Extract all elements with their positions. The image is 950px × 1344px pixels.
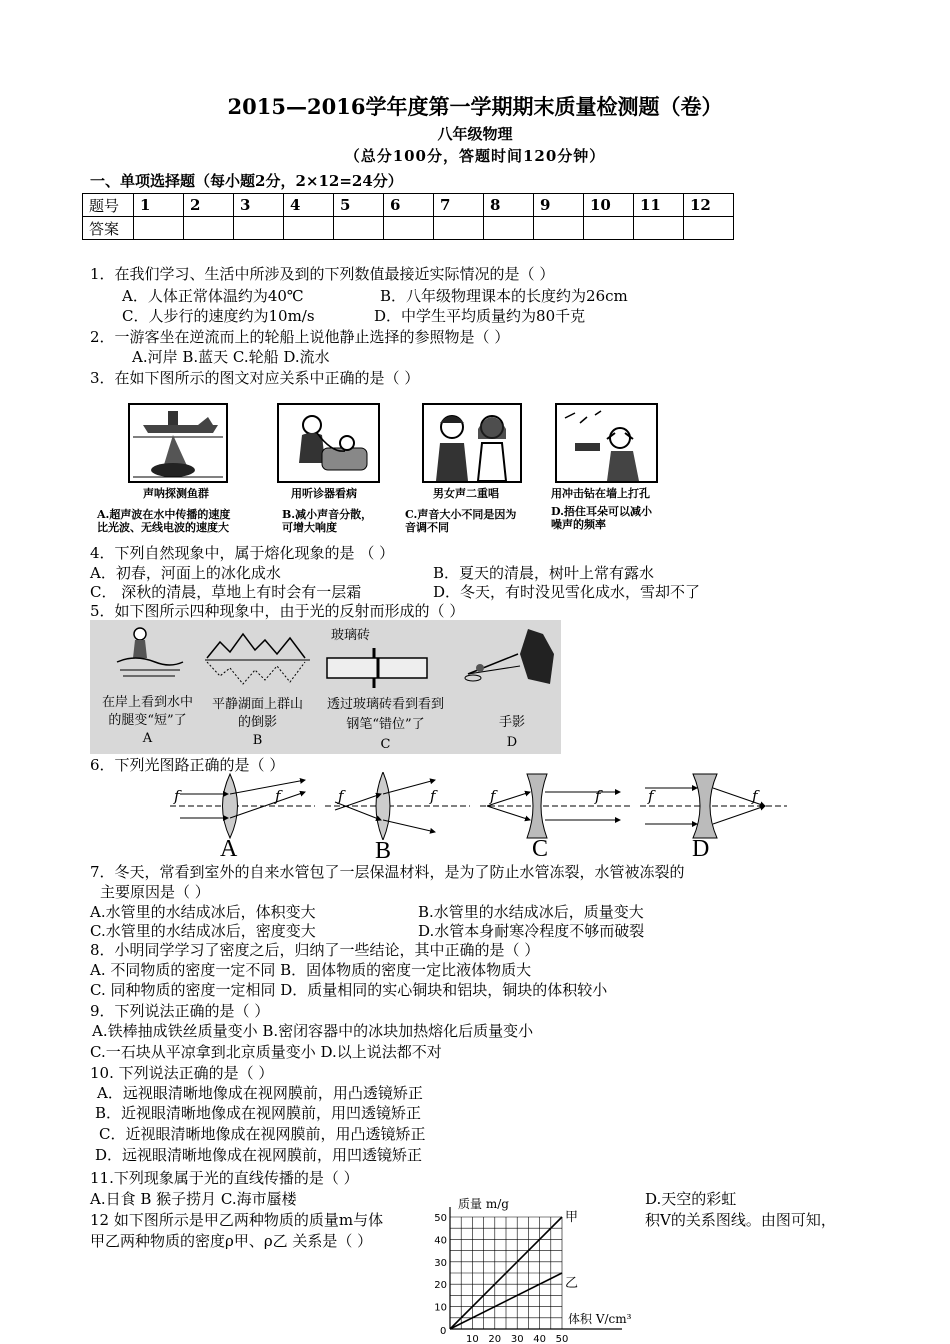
answer-cell[interactable] xyxy=(184,217,234,240)
q11-option-d: D.天空的彩虹 xyxy=(645,1190,737,1208)
answer-cell[interactable] xyxy=(634,217,684,240)
page-title: 2015—2016学年度第一学期期末质量检测题（卷） xyxy=(227,94,723,119)
q3-pic-b-desc1: B.减小声音分散， xyxy=(282,508,373,521)
q10-option-b: B．近视眼清晰地像成在视网膜前，用凹透镜矫正 xyxy=(95,1104,422,1122)
series-label-yi: 乙 xyxy=(565,1276,579,1291)
q1-option-a: A．人体正常体温约为40℃ xyxy=(122,287,304,305)
answer-cell[interactable] xyxy=(284,217,334,240)
q4-option-c: C． 深秋的清晨，草地上有时会有一层霜 xyxy=(90,583,362,601)
q7-stem-line1: 7．冬天，常看到室外的自来水管包了一层保温材料，是为了防止水管冻裂，水管被冻裂的 xyxy=(90,863,685,881)
q2-options: A.河岸 B.蓝天 C.轮船 D.流水 xyxy=(132,348,330,366)
subject-title: 八年级物理 xyxy=(437,125,513,143)
x-axis-label: 体积 V/cm³ xyxy=(568,1312,632,1326)
x-tick-label: 50 xyxy=(555,1334,569,1344)
q7-option-a: A.水管里的水结成冰后，体积变大 xyxy=(90,903,316,921)
q7-option-b: B.水管里的水结成冰后，质量变大 xyxy=(418,903,644,921)
q7-option-d: D.水管本身耐寒冷程度不够而破裂 xyxy=(418,922,645,940)
q6-focal-label-b2: f xyxy=(430,787,436,805)
q6-label-d: D xyxy=(692,836,710,862)
q2-stem: 2．一游客坐在逆流而上的轮船上说他静止选择的参照物是（ ） xyxy=(90,328,510,346)
x-tick-label: 30 xyxy=(510,1334,524,1344)
q12-stem-right: 积V的关系图线。由图可知， xyxy=(645,1211,836,1229)
q3-pic-d-desc1: D.捂住耳朵可以减小 xyxy=(551,505,652,518)
q5-pic-d-letter: D xyxy=(506,735,518,750)
x-tick-label: 20 xyxy=(488,1334,502,1344)
mountain-reflection-illustration xyxy=(205,628,310,688)
q3-pic-a-title: 声呐探测鱼群 xyxy=(143,487,209,500)
answer-cell[interactable] xyxy=(684,217,734,240)
q10-stem: 10. 下列说法正确的是（ ） xyxy=(90,1064,274,1082)
q6-focal-label-d2: f xyxy=(752,787,758,805)
q5-pic-a-letter: A xyxy=(142,731,153,746)
q3-pic-d-desc2: 噪声的频率 xyxy=(551,518,606,531)
q12-stem-line2: 甲乙两种物质的密度ρ甲、ρ乙 关系是（ ） xyxy=(90,1232,373,1250)
lens-diagram-c xyxy=(480,774,630,838)
q3-pic-d-title: 用冲击钻在墙上打孔 xyxy=(551,487,650,500)
q3-pic-b-title: 用听诊器看病 xyxy=(291,487,357,500)
q4-option-b: B．夏天的清晨，树叶上常有露水 xyxy=(433,564,655,582)
table-cell: 11 xyxy=(634,194,684,217)
y-tick-label: 30 xyxy=(434,1257,447,1269)
y-tick-label: 50 xyxy=(434,1213,447,1224)
q3-pic-c-title: 男女声二重唱 xyxy=(433,487,499,500)
table-cell: 8 xyxy=(484,194,534,217)
y-tick-label: 20 xyxy=(434,1280,447,1292)
q10-option-c: C．近视眼清晰地像成在视网膜前，用凸透镜矫正 xyxy=(99,1125,426,1143)
q7-stem-line2: 主要原因是（ ） xyxy=(100,883,210,901)
table-cell: 7 xyxy=(434,194,484,217)
section-heading: 一、单项选择题（每小题2分，2×12=24分） xyxy=(90,172,403,190)
chart-axes xyxy=(450,1207,622,1329)
lens-diagram-a xyxy=(170,774,315,838)
table-cell: 1 xyxy=(134,194,184,217)
q1-option-c: C．人步行的速度约为10m/s xyxy=(122,307,315,325)
q6-focal-label-a: f xyxy=(174,787,180,805)
series-label-jia: 甲 xyxy=(565,1210,579,1225)
lens-diagram-b xyxy=(325,772,470,840)
q6-focal-label-d: f xyxy=(648,787,654,805)
table-cell: 12 xyxy=(684,194,734,217)
answer-cell[interactable] xyxy=(484,217,534,240)
q1-option-b: B．八年级物理课本的长度约为26cm xyxy=(380,287,628,305)
table-cell: 6 xyxy=(384,194,434,217)
table-cell: 5 xyxy=(334,194,384,217)
q6-focal-label-c2: f xyxy=(595,787,601,805)
table-label-answer: 答案 xyxy=(83,217,134,240)
q4-option-d: D．冬天，有时没见雪化成水，雪却不了 xyxy=(433,583,701,601)
q6-focal-label-c: f xyxy=(490,787,496,805)
table-row xyxy=(83,194,734,217)
q10-option-d: D．远视眼清晰地像成在视网膜前，用凹透镜矫正 xyxy=(95,1146,423,1164)
table-cell: 9 xyxy=(534,194,584,217)
answer-cell[interactable] xyxy=(384,217,434,240)
y-tick-label: 10 xyxy=(434,1302,447,1314)
q10-option-a: A．远视眼清晰地像成在视网膜前，用凸透镜矫正 xyxy=(97,1084,423,1102)
q9-options-ab: A.铁棒抽成铁丝质量变小 B.密闭容器中的冰块加热熔化后质量变小 xyxy=(92,1022,534,1040)
q9-options-cd: C.一石块从平凉拿到北京质量变小 D.以上说法都不对 xyxy=(90,1043,442,1061)
table-cell: 3 xyxy=(234,194,284,217)
x-tick-label: 10 xyxy=(466,1334,479,1344)
answer-cell[interactable] xyxy=(334,217,384,240)
chart-series xyxy=(450,1210,578,1329)
q3-stem: 3．在如下图所示的图文对应关系中正确的是（ ） xyxy=(90,369,420,387)
answer-cell[interactable] xyxy=(534,217,584,240)
y-tick-label: 40 xyxy=(434,1235,447,1247)
q5-pic-b-line1: 平静湖面上群山 xyxy=(211,697,303,712)
q6-label-c: C xyxy=(532,836,549,862)
q3-pic-c-desc1: C.声音大小不同是因为 xyxy=(405,508,517,521)
q1-option-d: D．中学生平均质量约为80千克 xyxy=(374,307,586,325)
answer-cell[interactable] xyxy=(434,217,484,240)
q5-pic-b-line2: 的倒影 xyxy=(237,715,277,730)
stethoscope-illustration xyxy=(277,403,380,483)
q3-pic-c-desc2: 音调不同 xyxy=(405,521,449,534)
q5-pic-c-line1: 透过玻璃砖看到看到 xyxy=(326,697,444,712)
q5-glass-label: 玻璃砖 xyxy=(331,628,371,643)
q5-pic-b-letter: B xyxy=(252,733,263,748)
answer-cell[interactable] xyxy=(584,217,634,240)
lens-diagram-d xyxy=(640,774,787,838)
q12-stem-left: 12 如下图所示是甲乙两种物质的质量m与体 xyxy=(90,1211,384,1229)
exam-info: （总分100分，答题时间120分钟） xyxy=(344,147,606,165)
q6-focal-label-a2: f xyxy=(275,787,281,805)
table-cell: 2 xyxy=(184,194,234,217)
duet-singers-illustration xyxy=(422,403,522,483)
x-tick-label: 40 xyxy=(533,1334,546,1344)
sonar-fish-illustration xyxy=(128,403,228,483)
table-cell: 10 xyxy=(584,194,634,217)
q5-pic-a-line2: 的腿变“短”了 xyxy=(108,713,187,728)
table-label-number: 题号 xyxy=(83,194,134,217)
q5-pic-c-letter: C xyxy=(380,737,391,752)
q5-pic-c-line2: 钢笔“错位”了 xyxy=(346,717,425,732)
q1-stem: 1．在我们学习、生活中所涉及到的下列数值最接近实际情况的是（ ） xyxy=(90,265,555,283)
glass-brick-illustration xyxy=(322,648,432,688)
q8-options-cd: C. 同种物质的密度一定相同 D．质量相同的实心铜块和铝块，铜块的体积较小 xyxy=(90,981,608,999)
q4-stem: 4．下列自然现象中，属于熔化现象的是 （ ） xyxy=(90,544,395,562)
answer-cell[interactable] xyxy=(134,217,184,240)
drilling-wall-illustration xyxy=(555,403,658,483)
origin-label: 0 xyxy=(440,1326,447,1337)
table-cell: 4 xyxy=(284,194,334,217)
table-row xyxy=(83,217,734,240)
y-axis-label: 质量 m/g xyxy=(458,1197,509,1211)
q9-stem: 9．下列说法正确的是（ ） xyxy=(90,1002,270,1020)
q8-options-ab: A. 不同物质的密度一定不同 B．固体物质的密度一定比液体物质大 xyxy=(90,961,532,979)
answer-cell[interactable] xyxy=(234,217,284,240)
leg-in-water-illustration xyxy=(115,624,185,684)
q11-options-abc: A.日食 B 猴子捞月 C.海市蜃楼 xyxy=(90,1190,297,1208)
answer-table xyxy=(82,193,734,240)
q5-pic-a-line1: 在岸上看到水中 xyxy=(101,695,193,710)
lens-ray-diagrams xyxy=(165,772,790,840)
q6-focal-label-b: f xyxy=(338,787,344,805)
q5-stem: 5．如下图所示四种现象中，由于光的反射而形成的（ ） xyxy=(90,602,465,620)
mass-volume-chart xyxy=(430,1192,640,1344)
q8-stem: 8．小明同学学习了密度之后，归纳了一些结论，其中正确的是（ ） xyxy=(90,941,540,959)
q3-pic-a-desc1: A.超声波在水中传播的速度 xyxy=(97,508,231,521)
q7-option-c: C.水管里的水结成冰后，密度变大 xyxy=(90,922,316,940)
hand-shadow-illustration xyxy=(458,624,558,689)
q3-pic-b-desc2: 可增大响度 xyxy=(282,521,337,534)
q5-pic-d-line1: 手影 xyxy=(498,715,525,730)
q4-option-a: A．初春，河面上的冰化成水 xyxy=(90,564,281,582)
q6-stem: 6．下列光图路正确的是（ ） xyxy=(90,756,285,774)
q11-stem: 11.下列现象属于光的直线传播的是（ ） xyxy=(90,1169,359,1187)
q6-label-b: B xyxy=(375,838,392,864)
q6-label-a: A xyxy=(220,836,238,862)
q3-pic-a-desc2: 比光波、无线电波的速度大 xyxy=(97,521,229,534)
